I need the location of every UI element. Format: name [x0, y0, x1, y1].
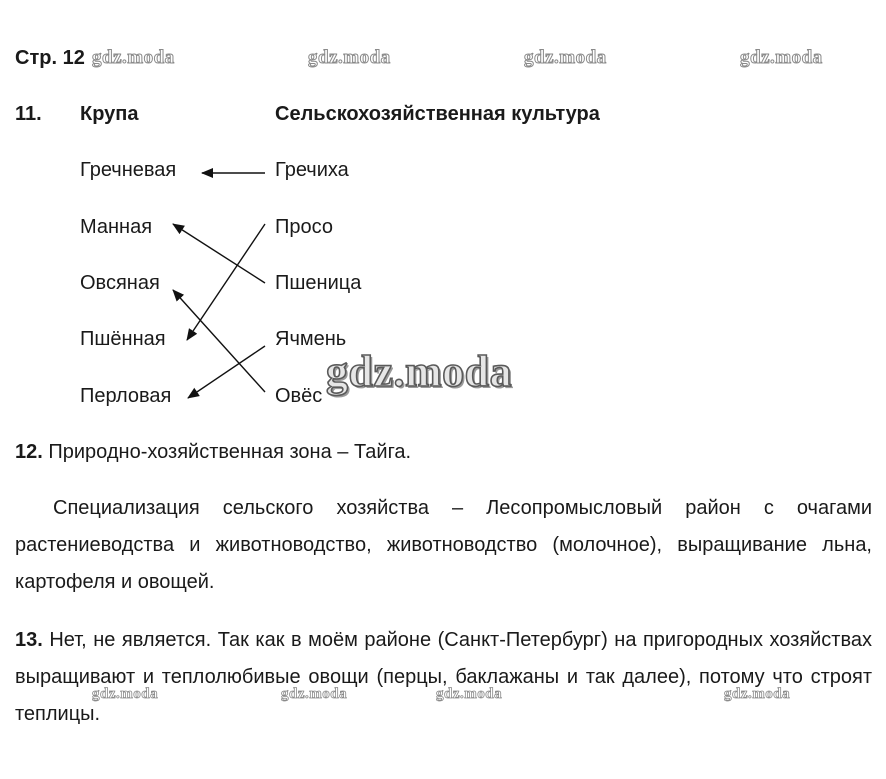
grain-item: Овсяная [80, 272, 160, 294]
crop-item: Пшеница [275, 272, 362, 294]
crop-item: Ячмень [275, 328, 347, 350]
task12-zone: Природно-хозяйственная зона – Тайга. [48, 441, 412, 463]
crop-item: Просо [275, 216, 333, 238]
watermark: gdz.moda [281, 686, 348, 702]
column-header-crop: Сельскохозяйственная культура [275, 103, 600, 125]
task13-number: 13. [15, 629, 43, 651]
crop-item: Гречиха [275, 159, 349, 181]
watermark-large: gdz.moda [326, 347, 513, 396]
watermark: gdz.moda [724, 686, 791, 702]
watermark: gdz.moda [740, 47, 823, 68]
task12-number: 12. [15, 441, 43, 463]
watermark: gdz.moda [92, 686, 159, 702]
grain-item: Манная [80, 216, 153, 238]
column-header-grain: Крупа [80, 103, 139, 125]
watermark: gdz.moda [92, 47, 175, 68]
watermark: gdz.moda [308, 47, 391, 68]
arrow-barley [188, 346, 265, 398]
task13-text: Нет, не является. Так как в моём районе (Санкт-Петербург) на пригородных хозяйствах выращивают и теплолюбивые овощи (перцы, баклажаны и так далее), потому что строят теплицы. [15, 629, 872, 725]
crop-item: Овёс [275, 385, 323, 407]
task11-number: 11. [15, 103, 42, 125]
grain-item: Пшённая [80, 328, 166, 350]
arrow-millet [187, 224, 265, 340]
arrow-wheat-semolina [173, 224, 265, 283]
task12-text: Специализация сельского хозяйства – Лесопромысловый район с очагами растениеводства и животноводство, животноводство (молочное), выращивание льна, картофеля и овощей. [15, 497, 872, 593]
grain-item: Гречневая [80, 159, 177, 181]
watermark: gdz.moda [524, 47, 607, 68]
page-label: Стр. 12 [15, 47, 85, 69]
task12-paragraph [15, 490, 872, 601]
watermark: gdz.moda [436, 686, 503, 702]
task12-line [15, 441, 411, 464]
task13-paragraph [15, 622, 872, 733]
grain-item: Перловая [80, 385, 172, 407]
